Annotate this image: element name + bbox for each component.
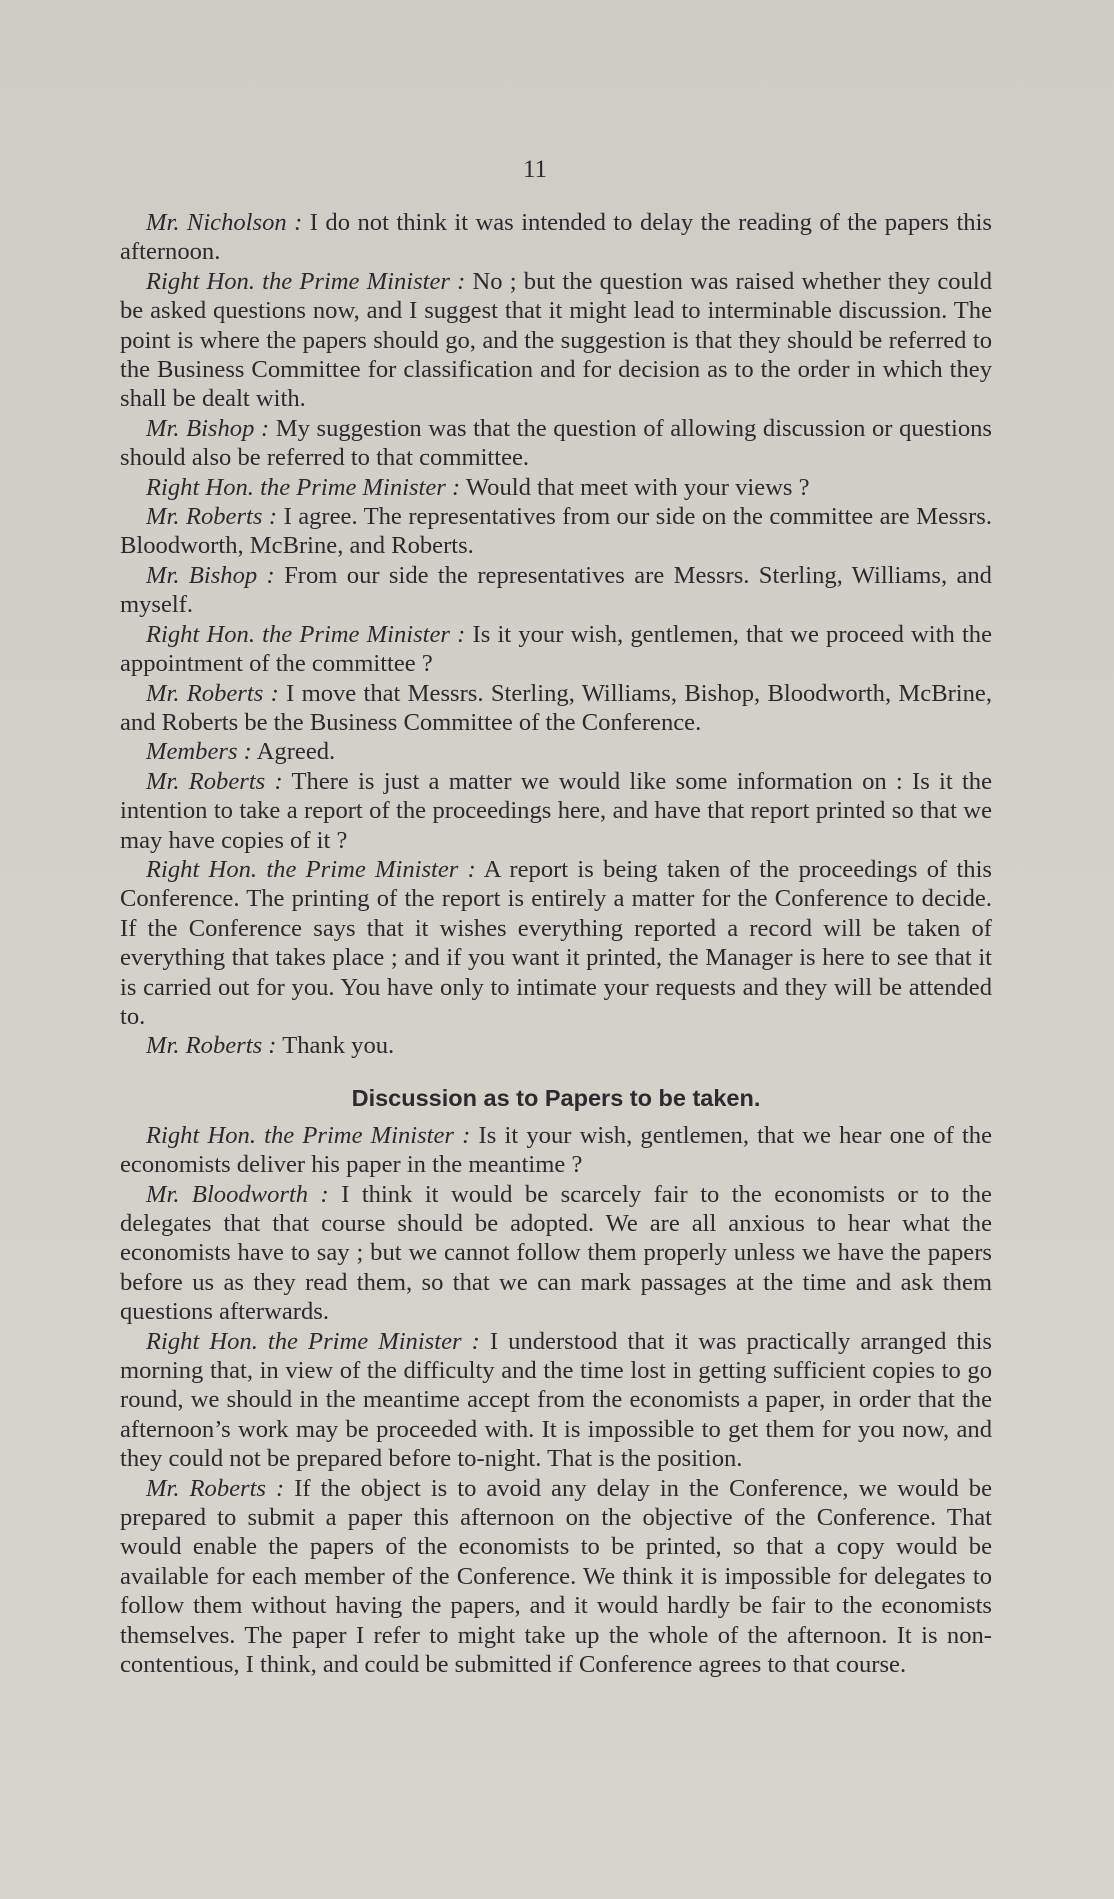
speech-text: Thank you. bbox=[276, 1032, 395, 1060]
speech-text: Agreed. bbox=[251, 738, 336, 766]
speaker-name: Mr. Roberts : bbox=[146, 767, 283, 795]
speaker-name: Mr. Nicholson : bbox=[146, 209, 303, 236]
speaker-name: Mr. Roberts : bbox=[146, 1032, 277, 1060]
paragraph bbox=[120, 473, 992, 502]
paragraph bbox=[120, 1327, 992, 1474]
speech-text: Is it your wish, gentlemen, that we hear one of the economists deliver his paper in the meantime ? bbox=[120, 1121, 992, 1179]
paragraph bbox=[120, 855, 992, 1031]
speech-text: There is just a matter we would like some information on : Is it the intention to take a report of the proceedings here, and have that report printed so that we may have copies of it ? bbox=[120, 767, 992, 854]
speaker-name: Right Hon. the Prime Minister : bbox=[146, 620, 466, 648]
paragraph bbox=[120, 620, 992, 679]
speech-text: I move that Messrs. Sterling, Williams, Bishop, Bloodworth, McBrine, and Roberts be the Business Committee of the Conference. bbox=[120, 679, 992, 736]
speaker-name: Mr. Roberts : bbox=[146, 679, 279, 707]
speech-text: I understood that it was practically arranged this morning that, in view of the difficulty and the time lost in getting sufficient copies to go round, we should in the meantime accept from the economists a paper, in order that the afternoon’s work may be proceeded with. It is impossible to get them for you now, and they could not be prepared before to-night. That is the position. bbox=[120, 1327, 992, 1473]
speaker-name: Mr. Roberts : bbox=[146, 1474, 285, 1502]
paragraph bbox=[120, 1180, 992, 1327]
speech-text: I do not think it was intended to delay the reading of the papers this afternoon. bbox=[120, 209, 992, 266]
speech-text: From our side the representatives are Messrs. Sterling, Williams, and myself. bbox=[120, 561, 992, 619]
speaker-name: Right Hon. the Prime Minister : bbox=[146, 1121, 471, 1149]
speech-text: No ; but the question was raised whether they could be asked questions now, and I suggest that it might lead to interminable discussion. The point is where the papers should go, and the suggestion is that they should be referred to the Business Committee for classification and for decision as to the order in which they shall be dealt with. bbox=[120, 267, 992, 413]
paragraph bbox=[120, 767, 992, 855]
speech-text: My suggestion was that the question of allowing discussion or questions should also be referred to that committee. bbox=[120, 414, 992, 472]
paragraph bbox=[120, 679, 992, 738]
paragraph bbox=[120, 737, 992, 766]
speech-text: A report is being taken of the proceedings of this Conference. The printing of the report is entirely a matter for the Conference to decide. If the Conference says that it wishes everything reported a record will be taken of everything that takes place ; and if you want it printed, the Manager is here to see that it is carried out for you. You have only to intimate your requests and they will be attended to. bbox=[120, 855, 992, 1030]
paragraph bbox=[120, 208, 992, 267]
speech-text: I agree. The representatives from our side on the committee are Messrs. Bloodworth, McBrine, and Roberts. bbox=[120, 503, 992, 560]
speaker-name: Mr. Bloodworth : bbox=[146, 1180, 329, 1208]
page-number: 11 bbox=[522, 156, 548, 183]
body-text bbox=[120, 208, 992, 1680]
paragraph bbox=[120, 1474, 992, 1680]
speech-text: If the object is to avoid any delay in the Conference, we would be prepared to submit a paper this afternoon on the objective of the Conference. That would enable the papers of the economists to be printed, so that a copy would be available for each member of the Conference. We think it is impossible for delegates to follow them without having the papers, and it would hardly be fair to the economists themselves. The paper I refer to might take up the whole of the afternoon. It is non-contentious, I think, and could be submitted if Conference agrees to that course. bbox=[120, 1474, 992, 1679]
speaker-name: Right Hon. the Prime Minister : bbox=[146, 473, 461, 501]
speaker-name: Right Hon. the Prime Minister : bbox=[146, 855, 476, 883]
speaker-name: Mr. Roberts : bbox=[146, 503, 278, 531]
paragraph bbox=[120, 1121, 992, 1180]
speaker-name: Right Hon. the Prime Minister : bbox=[146, 267, 466, 295]
paragraph bbox=[120, 561, 992, 620]
paragraph bbox=[120, 267, 992, 414]
speaker-name: Mr. Bishop : bbox=[146, 414, 270, 442]
speech-text: Is it your wish, gentlemen, that we proceed with the appointment of the committee ? bbox=[120, 620, 992, 678]
speaker-name: Mr. Bishop : bbox=[146, 561, 275, 589]
paragraph bbox=[120, 502, 992, 561]
speech-text: I think it would be scarcely fair to the economists or to the delegates that that course should be adopted. We are all anxious to hear what the economists have to say ; but we cannot follow them properly unless we have the papers before us as they read them, so that we can mark passages at the time and ask them questions afterwards. bbox=[120, 1180, 992, 1326]
section-heading: Discussion as to Papers to be taken. bbox=[351, 1084, 761, 1111]
speaker-name: Right Hon. the Prime Minister : bbox=[146, 1327, 480, 1355]
speech-text: Would that meet with your views ? bbox=[460, 473, 810, 501]
paragraph bbox=[120, 1031, 992, 1060]
speaker-name: Members : bbox=[146, 738, 252, 766]
paragraph bbox=[120, 414, 992, 473]
